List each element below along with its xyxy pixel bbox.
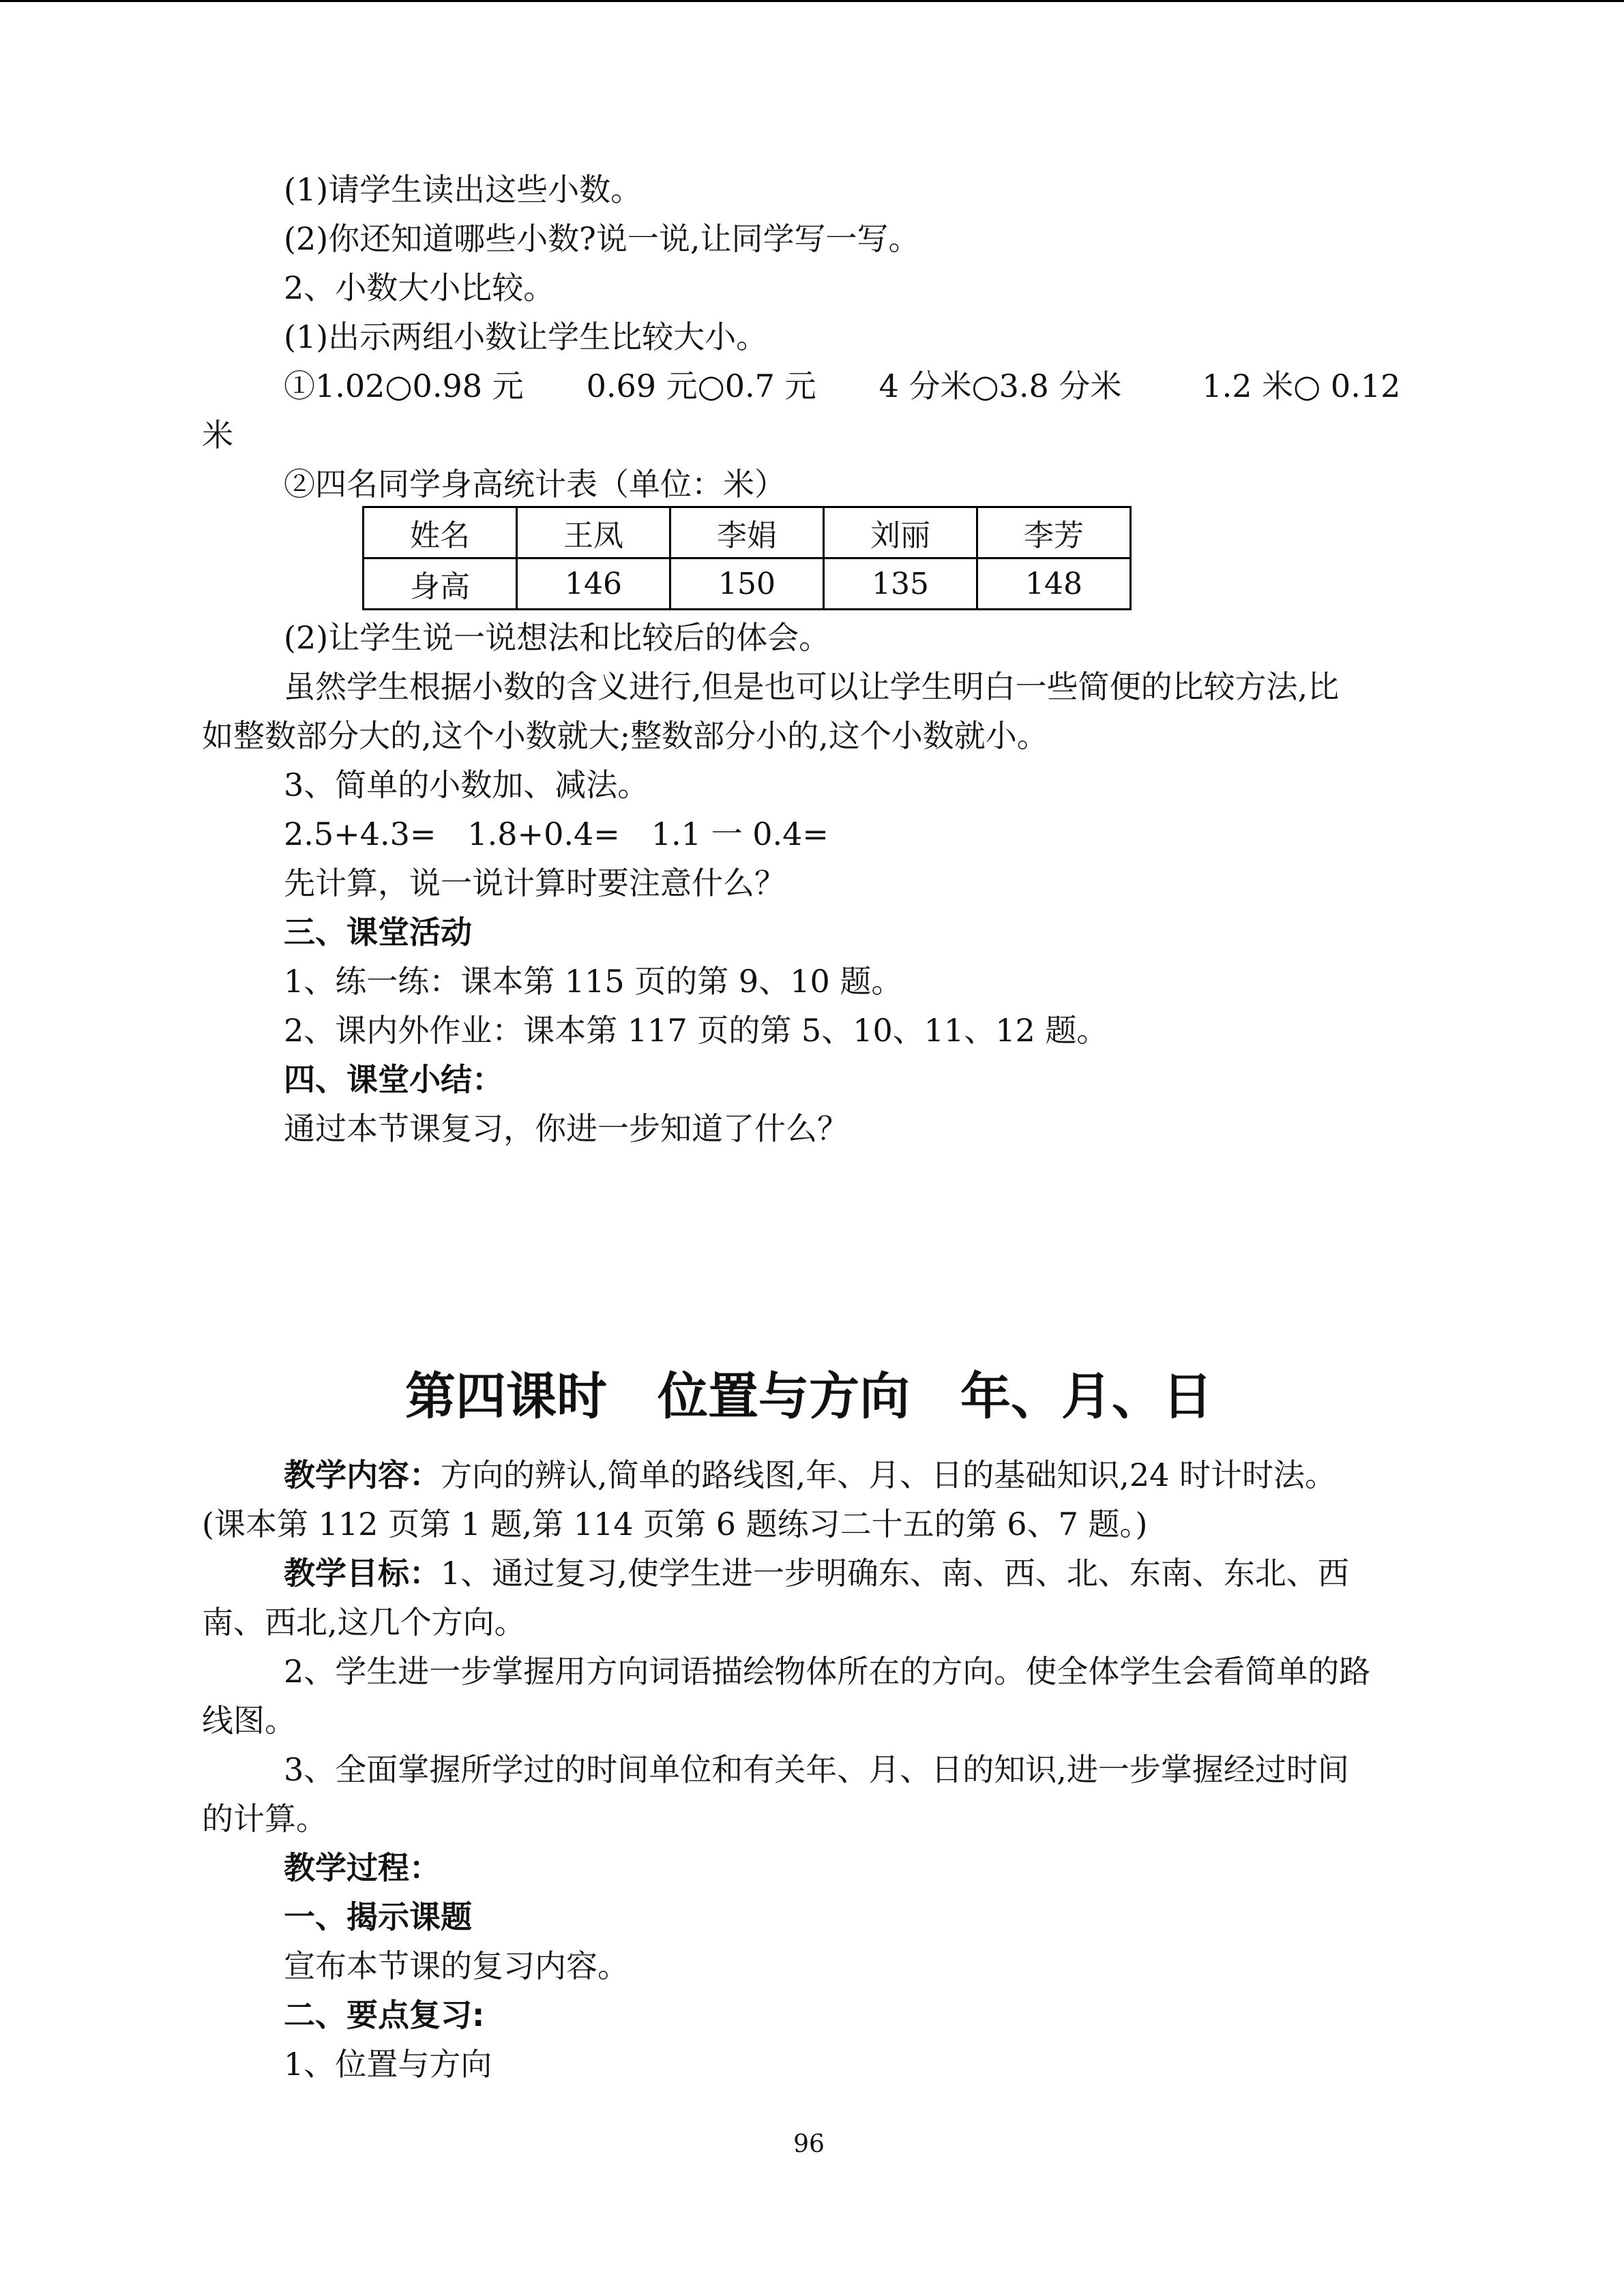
paragraph-method: 虽然学生根据小数的含义进行,但是也可以让学生明白一些简便的比较方法,比 [284, 668, 1340, 705]
table-header-row [364, 507, 1131, 558]
paragraph-homework: 2、课内外作业：课本第 117 页的第 5、10、11、12 题。 [284, 1012, 1108, 1049]
paragraph-teaching-goals [284, 1552, 1416, 1594]
table-cell: 148 [977, 558, 1131, 610]
heading-class-activity: 三、课堂活动 [284, 914, 472, 951]
goal-1-continuation: 南、西北,这几个方向。 [202, 1604, 526, 1641]
paragraph-method-continuation: 如整数部分大的,这个小数就大;整数部分小的,这个小数就小。 [202, 717, 1048, 754]
calculation-2: 1.8+0.4= [467, 816, 620, 852]
table-cell: 李娟 [670, 507, 824, 558]
table-cell: 150 [670, 558, 824, 610]
goal-2-continuation: 线图。 [202, 1702, 296, 1739]
table-cell: 135 [824, 558, 977, 610]
goal-3-continuation: 的计算。 [202, 1800, 327, 1837]
paragraph-announce: 宣布本节课的复习内容。 [284, 1948, 629, 1984]
comparison-4: 1.2 米○ 0.12 [1202, 368, 1401, 404]
lesson-title: 第四课时 位置与方向 年、月、日 [405, 1367, 1213, 1426]
comparison-1: ①1.02○0.98 元 [284, 368, 524, 404]
label-teaching-goals: 教学目标： [284, 1555, 441, 1592]
table-cell: 身高 [364, 558, 517, 610]
paragraph-position-direction: 1、位置与方向 [284, 2046, 492, 2083]
goal-3-text: 3、全面掌握所学过的时间单位和有关年、月、日的知识,进一步掌握经过时间 [284, 1751, 1349, 1788]
top-border-line [0, 0, 1624, 2]
page-number: 96 [793, 2130, 825, 2158]
paragraph-summary-question: 通过本节课复习，你进一步知道了什么？ [284, 1110, 848, 1147]
height-statistics-table [362, 506, 1132, 610]
table-row [364, 558, 1131, 610]
heading-key-review: 二、要点复习: [284, 1997, 485, 2033]
goal-1-text: 1、通过复习,使学生进一步明确东、南、西、北、东南、东北、西 [441, 1555, 1349, 1592]
comparison-exercises [284, 365, 1416, 407]
table-cell: 146 [517, 558, 670, 610]
table-cell: 王凤 [517, 507, 670, 558]
paragraph-compute-note: 先计算，说一说计算时要注意什么？ [284, 865, 786, 901]
label-teaching-content: 教学内容： [284, 1457, 441, 1493]
label-teaching-process: 教学过程： [284, 1849, 441, 1886]
teaching-content-text: 方向的辨认,简单的路线图,年、月、日的基础知识,24 时计时法。 [441, 1457, 1337, 1493]
paragraph-compare-heading: 2、小数大小比较。 [284, 269, 555, 306]
comparison-2: 0.69 元○0.7 元 [586, 368, 816, 404]
table-caption: ②四名同学身高统计表（单位：米） [284, 466, 786, 503]
calculation-1: 2.5+4.3= [284, 816, 437, 852]
comparison-4-continuation: 米 [202, 417, 233, 453]
paragraph-other-decimals: (2)你还知道哪些小数?说一说,让同学写一写。 [284, 220, 920, 257]
paragraph-practice: 1、练一练：课本第 115 页的第 9、10 题。 [284, 963, 903, 1000]
comparison-3: 4 分米○3.8 分米 [879, 368, 1122, 404]
table-cell: 姓名 [364, 507, 517, 558]
paragraph-add-subtract: 3、简单的小数加、减法。 [284, 766, 649, 803]
paragraph-teaching-content [284, 1454, 1416, 1496]
paragraph-compare-intro: (1)出示两组小数让学生比较大小。 [284, 318, 768, 355]
heading-reveal-topic: 一、揭示课题 [284, 1898, 472, 1935]
paragraph-read-decimals: (1)请学生读出这些小数。 [284, 171, 643, 208]
table-cell: 李芳 [977, 507, 1131, 558]
heading-class-summary: 四、课堂小结： [284, 1061, 503, 1098]
paragraph-discussion: (2)让学生说一说想法和比较后的体会。 [284, 619, 831, 656]
teaching-content-continuation: (课本第 112 页第 1 题,第 114 页第 6 题练习二十五的第 6、7 题。) [202, 1506, 1148, 1542]
calculation-exercises [284, 813, 1416, 855]
table-cell: 刘丽 [824, 507, 977, 558]
calculation-3: 1.1 一 0.4= [651, 816, 829, 852]
goal-2-text: 2、学生进一步掌握用方向词语描绘物体所在的方向。使全体学生会看简单的路 [284, 1653, 1371, 1690]
